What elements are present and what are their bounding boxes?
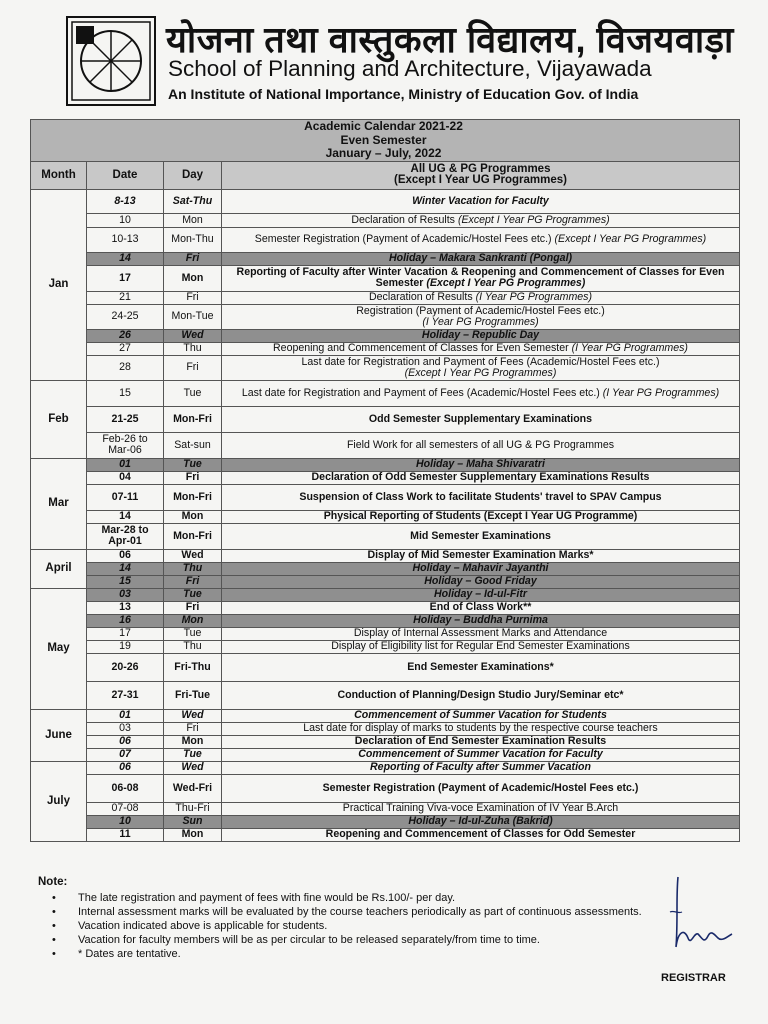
event-qualifier: (Except I Year PG Programmes) (554, 233, 707, 245)
date-cell: Feb-26 to Mar-06 (87, 432, 164, 458)
note-item: • Vacation indicated above is applicable for students. (78, 919, 642, 933)
date-cell: 06 (87, 761, 164, 774)
event-cell: Practical Training Viva-voce Examination of IV Year B.Arch (222, 802, 740, 815)
table-row (31, 828, 740, 841)
event-cell (222, 213, 740, 227)
day-cell: Tue (164, 748, 222, 761)
date-cell: 17 (87, 265, 164, 291)
event-text: Last date for Registration and Payment of Fees (Academic/Hostel Fees etc.) (301, 355, 660, 368)
event-cell: Holiday – Mahavir Jayanthi (222, 562, 740, 575)
table-row (31, 627, 740, 640)
table-row (31, 640, 740, 653)
date-cell: 03 (87, 722, 164, 735)
calendar-title: Academic Calendar 2021-22 (304, 119, 463, 133)
event-qualifier: (Except I Year PG Programmes) (404, 366, 557, 379)
day-cell: Mon (164, 614, 222, 627)
month-cell: Feb (31, 380, 87, 458)
calendar-semester: Even Semester (340, 132, 427, 147)
col-month-header: Month (31, 161, 87, 189)
note-item: • * Dates are tentative. (78, 947, 642, 961)
event-cell (222, 380, 740, 406)
event-cell: Holiday – Id-ul-Zuha (Bakrid) (222, 815, 740, 828)
event-cell: Holiday – Makara Sankranti (Pongal) (222, 252, 740, 265)
english-title: School of Planning and Architecture, Vijayawada (168, 56, 652, 81)
day-cell: Fri-Thu (164, 653, 222, 681)
holiday-row (31, 575, 740, 588)
date-cell: 27-31 (87, 681, 164, 709)
note-item: • Internal assessment marks will be evaluated by the course teachers periodically as part of continuous assessments. (78, 905, 642, 919)
registrar-signature (648, 872, 748, 962)
month-cell: June (31, 709, 87, 761)
table-row (31, 432, 740, 458)
event-cell (222, 227, 740, 252)
event-qualifier: (Except I Year PG Programmes) (457, 213, 610, 226)
table-row (31, 549, 740, 562)
table-row (31, 213, 740, 227)
date-cell: 21 (87, 291, 164, 304)
table-row (31, 653, 740, 681)
event-cell (222, 304, 740, 329)
table-row (31, 523, 740, 549)
day-cell: Mon-Thu (164, 227, 222, 252)
date-cell: 26 (87, 329, 164, 342)
event-cell: Suspension of Class Work to facilitate Students' travel to SPAV Campus (222, 484, 740, 510)
table-row (31, 748, 740, 761)
date-cell: 04 (87, 471, 164, 484)
day-cell: Fri (164, 471, 222, 484)
day-cell: Tue (164, 627, 222, 640)
day-cell: Mon (164, 828, 222, 841)
registrar-label: REGISTRAR (661, 972, 726, 984)
holiday-row (31, 815, 740, 828)
programme-header-line2: (Except I Year UG Programmes) (394, 174, 567, 186)
date-cell: Mar-28 to Apr-01 (87, 523, 164, 549)
event-text: Semester Registration (Payment of Academic/Hostel Fees etc.) (254, 233, 552, 245)
table-row (31, 774, 740, 802)
event-cell: Declaration of End Semester Examination Results (222, 735, 740, 748)
table-row (31, 189, 740, 213)
table-row (31, 761, 740, 774)
event-cell: Field Work for all semesters of all UG & PG Programmes (222, 432, 740, 458)
day-cell: Tue (164, 588, 222, 601)
day-cell: Mon-Fri (164, 484, 222, 510)
event-qualifier: (I Year PG Programmes) (602, 386, 720, 399)
col-day-header: Day (164, 161, 222, 189)
event-cell: Holiday – Id-ul-Fitr (222, 588, 740, 601)
day-cell: Thu (164, 640, 222, 653)
event-text: Declaration of Results (351, 213, 455, 226)
day-cell: Mon (164, 213, 222, 227)
academic-calendar-table (30, 119, 740, 842)
day-cell: Wed (164, 709, 222, 722)
day-cell: Mon-Fri (164, 406, 222, 432)
date-cell: 21-25 (87, 406, 164, 432)
date-cell: 17 (87, 627, 164, 640)
day-cell: Fri (164, 355, 222, 380)
date-cell: 15 (87, 380, 164, 406)
table-row (31, 380, 740, 406)
event-text: Reopening and Commencement of Classes for Even Semester (273, 342, 569, 354)
date-cell: 14 (87, 562, 164, 575)
table-row (31, 304, 740, 329)
event-text: Reporting of Faculty after Winter Vacation & Reopening and Commencement of Classes for Even Semester (236, 266, 725, 289)
table-row (31, 601, 740, 614)
date-cell: 07 (87, 748, 164, 761)
event-cell: Holiday – Republic Day (222, 329, 740, 342)
holiday-row (31, 588, 740, 601)
note-item: • Vacation for faculty members will be as per circular to be released separately/from time to time. (78, 933, 642, 947)
table-row (31, 471, 740, 484)
date-cell: 10-13 (87, 227, 164, 252)
table-row (31, 227, 740, 252)
month-cell: Jan (31, 189, 87, 380)
date-cell: 14 (87, 510, 164, 523)
day-cell: Mon-Tue (164, 304, 222, 329)
event-cell: Holiday – Buddha Purnima (222, 614, 740, 627)
holiday-row (31, 329, 740, 342)
day-cell: Fri (164, 601, 222, 614)
table-row (31, 510, 740, 523)
table-row (31, 735, 740, 748)
day-cell: Tue (164, 458, 222, 471)
day-cell: Mon (164, 735, 222, 748)
date-cell: 8-13 (87, 189, 164, 213)
event-cell: End Semester Examinations* (222, 653, 740, 681)
event-cell: Winter Vacation for Faculty (222, 189, 740, 213)
date-cell: 06-08 (87, 774, 164, 802)
hindi-title: योजना तथा वास्तुकला विद्यालय, विजयवाड़ा (166, 19, 734, 60)
date-cell: 14 (87, 252, 164, 265)
day-cell: Sat-sun (164, 432, 222, 458)
event-text: Declaration of Results (369, 291, 473, 303)
event-cell: Display of Eligibility list for Regular End Semester Examinations (222, 640, 740, 653)
table-row (31, 484, 740, 510)
holiday-row (31, 458, 740, 471)
holiday-row (31, 614, 740, 627)
month-cell: July (31, 761, 87, 841)
institute-header (66, 12, 734, 104)
month-cell: Mar (31, 458, 87, 549)
event-cell: Commencement of Summer Vacation for Faculty (222, 748, 740, 761)
day-cell: Fri (164, 291, 222, 304)
table-row (31, 406, 740, 432)
date-cell: 07-08 (87, 802, 164, 815)
column-header-row (31, 161, 740, 189)
month-cell: May (31, 588, 87, 709)
day-cell: Thu-Fri (164, 802, 222, 815)
event-cell: Display of Internal Assessment Marks and Attendance (222, 627, 740, 640)
event-cell: Mid Semester Examinations (222, 523, 740, 549)
notes-list (38, 891, 642, 961)
day-cell: Sat-Thu (164, 189, 222, 213)
event-cell (222, 291, 740, 304)
event-cell: Holiday – Good Friday (222, 575, 740, 588)
event-cell: Physical Reporting of Students (Except I Year UG Programme) (222, 510, 740, 523)
event-cell (222, 342, 740, 355)
date-cell: 19 (87, 640, 164, 653)
day-cell: Wed (164, 329, 222, 342)
day-cell: Fri (164, 252, 222, 265)
day-cell: Fri (164, 722, 222, 735)
day-cell: Tue (164, 380, 222, 406)
date-cell: 01 (87, 458, 164, 471)
event-cell: Reopening and Commencement of Classes for Odd Semester (222, 828, 740, 841)
day-cell: Wed (164, 761, 222, 774)
day-cell: Mon (164, 510, 222, 523)
table-row (31, 681, 740, 709)
day-cell: Mon-Fri (164, 523, 222, 549)
event-cell: End of Class Work** (222, 601, 740, 614)
calendar-title-row (31, 120, 740, 162)
day-cell: Thu (164, 562, 222, 575)
note-item: • The late registration and payment of fees with fine would be Rs.100/- per day. (78, 891, 642, 905)
notes-title: Note: (38, 876, 68, 888)
holiday-row (31, 562, 740, 575)
month-cell: April (31, 549, 87, 588)
event-cell: Reporting of Faculty after Summer Vacation (222, 761, 740, 774)
day-cell: Thu (164, 342, 222, 355)
event-cell: Conduction of Planning/Design Studio Jury/Seminar etc* (222, 681, 740, 709)
event-text: Registration (Payment of Academic/Hostel Fees etc.) (356, 304, 605, 317)
event-text: Last date for Registration and Payment of Fees (Academic/Hostel Fees etc.) (241, 386, 600, 399)
date-cell: 13 (87, 601, 164, 614)
date-cell: 10 (87, 815, 164, 828)
day-cell: Wed (164, 549, 222, 562)
table-row (31, 265, 740, 291)
event-cell: Odd Semester Supplementary Examinations (222, 406, 740, 432)
date-cell: 20-26 (87, 653, 164, 681)
col-date-header: Date (87, 161, 164, 189)
event-cell: Display of Mid Semester Examination Marks* (222, 549, 740, 562)
date-cell: 06 (87, 549, 164, 562)
event-cell: Semester Registration (Payment of Academic/Hostel Fees etc.) (222, 774, 740, 802)
day-cell: Fri (164, 575, 222, 588)
date-cell: 15 (87, 575, 164, 588)
table-row (31, 355, 740, 380)
event-cell (222, 355, 740, 380)
date-cell: 24-25 (87, 304, 164, 329)
holiday-row (31, 252, 740, 265)
col-programme-header (222, 161, 740, 189)
table-row (31, 342, 740, 355)
event-qualifier: (I Year PG Programmes) (475, 291, 592, 303)
event-qualifier: (I Year PG Programmes) (571, 342, 688, 354)
date-cell: 03 (87, 588, 164, 601)
date-cell: 28 (87, 355, 164, 380)
event-cell: Declaration of Odd Semester Supplementary Examinations Results (222, 471, 740, 484)
institute-logo (66, 16, 156, 106)
notes-section (38, 876, 642, 961)
date-cell: 07-11 (87, 484, 164, 510)
day-cell: Fri-Tue (164, 681, 222, 709)
date-cell: 27 (87, 342, 164, 355)
programme-header-line1: All UG & PG Programmes (410, 163, 551, 175)
date-cell: 01 (87, 709, 164, 722)
table-row (31, 722, 740, 735)
date-cell: 10 (87, 213, 164, 227)
event-cell: Last date for display of marks to students by the respective course teachers (222, 722, 740, 735)
date-cell: 06 (87, 735, 164, 748)
event-qualifier: (I Year PG Programmes) (422, 315, 539, 328)
event-cell: Holiday – Maha Shivaratri (222, 458, 740, 471)
date-cell: 11 (87, 828, 164, 841)
calendar-period: January – July, 2022 (325, 146, 442, 160)
event-cell (222, 265, 740, 291)
day-cell: Mon (164, 265, 222, 291)
table-row (31, 291, 740, 304)
day-cell: Sun (164, 815, 222, 828)
date-cell: 16 (87, 614, 164, 627)
event-qualifier: (Except I Year PG Programmes) (426, 277, 586, 289)
day-cell: Wed-Fri (164, 774, 222, 802)
table-row (31, 802, 740, 815)
event-cell: Commencement of Summer Vacation for Students (222, 709, 740, 722)
institute-subtitle: An Institute of National Importance, Ministry of Education Gov. of India (168, 86, 639, 102)
table-row (31, 709, 740, 722)
